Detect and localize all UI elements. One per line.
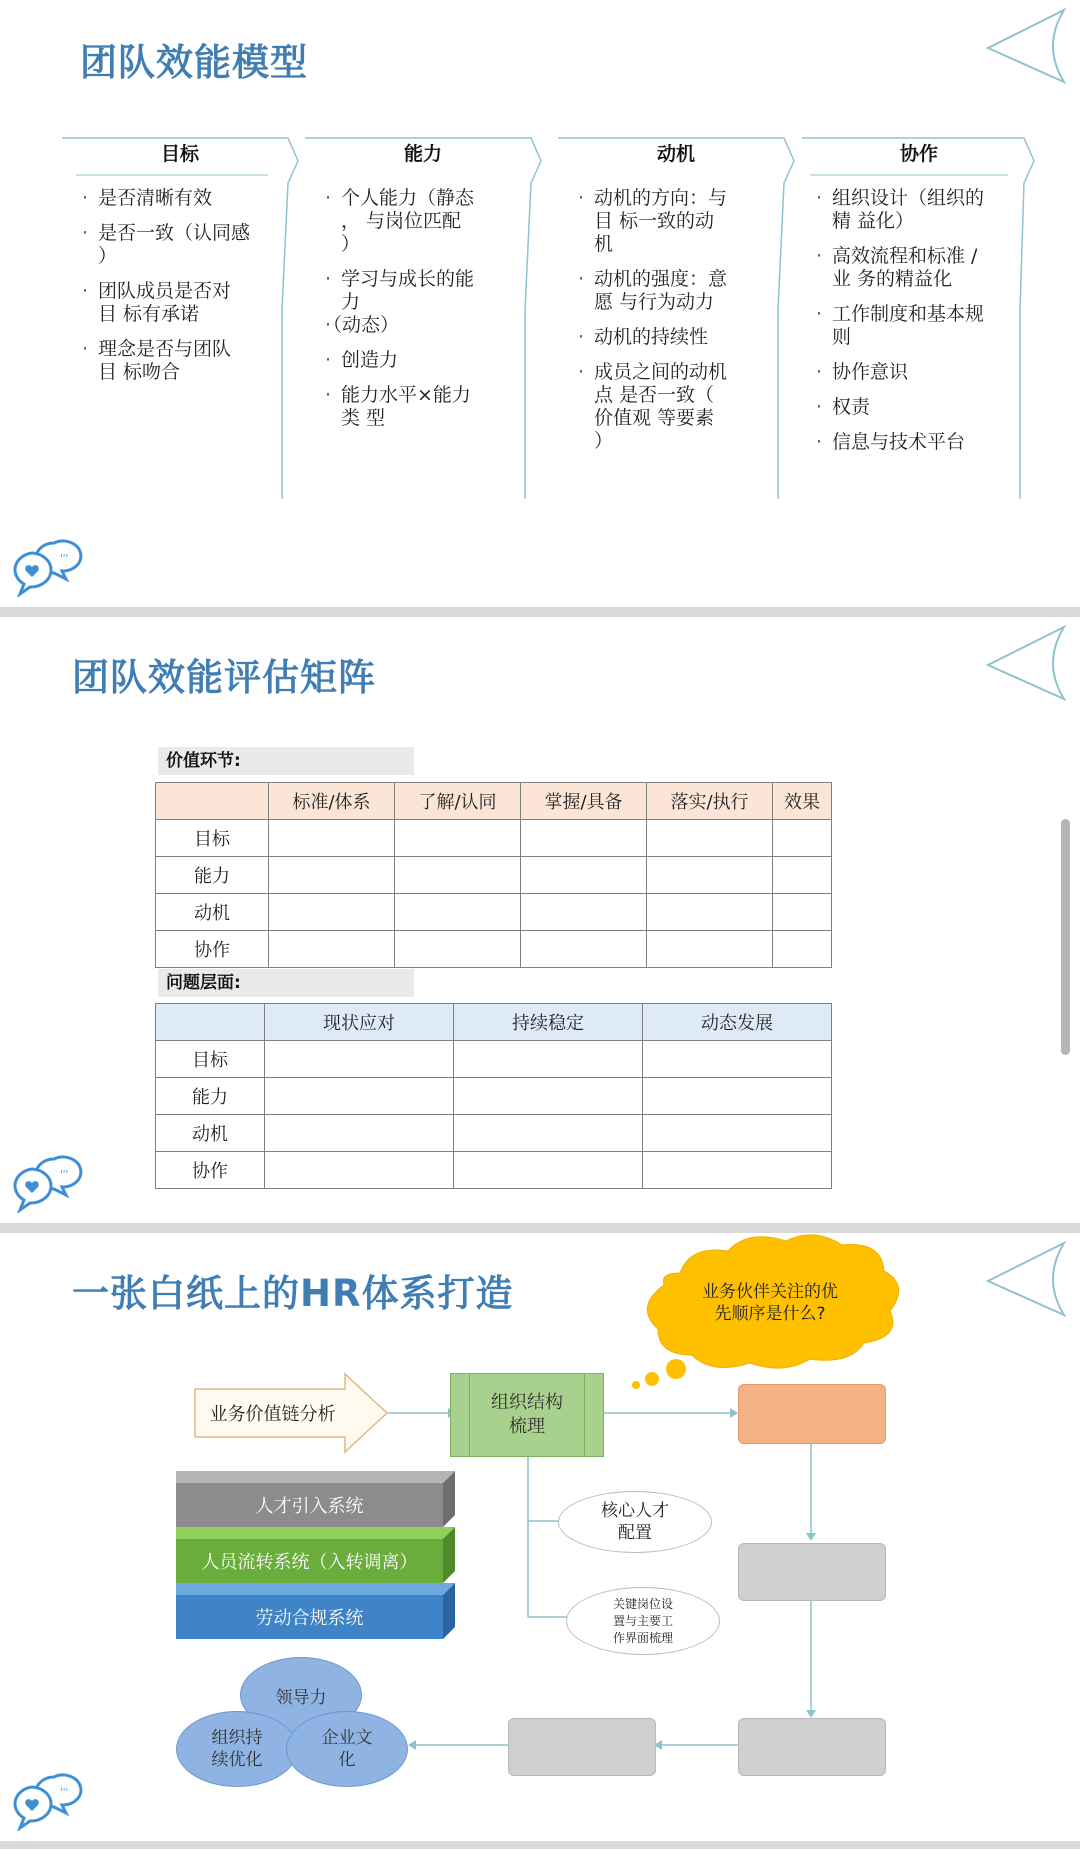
gray-process-box-2[interactable] — [738, 1718, 886, 1776]
core-talent-ellipse: 核心人才 配置 — [558, 1491, 712, 1553]
list-item: · 高效流程和标准 / 业 务的精益化 — [814, 245, 1030, 291]
talent-intake-system: 人才引入系统 — [255, 1496, 364, 1517]
table-cell[interactable] — [269, 931, 395, 968]
table-cell[interactable] — [521, 820, 647, 857]
slide-title: 团队效能评估矩阵 — [72, 656, 376, 699]
list-item: · 权责 — [814, 396, 1030, 419]
table-cell[interactable] — [521, 931, 647, 968]
row-header: 协作 — [156, 1152, 265, 1189]
column-items — [323, 187, 527, 442]
org-optimization-circle: 组织持 续优化 — [176, 1711, 298, 1787]
svg-text:''': ''' — [60, 1169, 69, 1180]
problem-level-table — [155, 1003, 832, 1189]
table-cell[interactable] — [395, 820, 521, 857]
column-header: 动态发展 — [643, 1004, 832, 1041]
value-chain-label: 业务价值链分析 — [209, 1404, 336, 1425]
table-cell[interactable] — [643, 1041, 832, 1078]
table-cell[interactable] — [454, 1152, 643, 1189]
column-header: 效果 — [773, 783, 832, 820]
table-cell[interactable] — [395, 894, 521, 931]
leadership-circle: 领导力 — [240, 1657, 362, 1733]
row-header: 能力 — [156, 857, 269, 894]
table-row — [156, 1041, 832, 1078]
org-structure-label: 组织结构 梳理 — [491, 1392, 563, 1437]
table-cell[interactable] — [773, 931, 832, 968]
slide-title: 一张白纸上的HR体系打造 — [72, 1272, 514, 1315]
svg-text:''': ''' — [60, 1787, 69, 1798]
table-cell[interactable] — [269, 894, 395, 931]
model-column-ability — [305, 135, 541, 500]
table-cell[interactable] — [773, 894, 832, 931]
table-cell[interactable] — [647, 894, 773, 931]
gray-process-box-3[interactable] — [508, 1718, 656, 1776]
table-cell[interactable] — [521, 894, 647, 931]
model-column-goal — [62, 135, 298, 500]
table-corner-cell — [156, 783, 269, 820]
column-heading: 协作 — [899, 143, 938, 165]
orange-process-box[interactable] — [738, 1384, 886, 1444]
table-cell[interactable] — [643, 1152, 832, 1189]
column-items — [814, 187, 1030, 466]
section-label-value-chain: 价值环节: — [158, 747, 414, 775]
slide-title: 团队效能模型 — [80, 41, 308, 84]
labor-compliance-system: 劳动合规系统 — [255, 1608, 364, 1629]
table-row — [156, 857, 832, 894]
list-item: · 创造力 — [323, 349, 527, 372]
column-heading: 动机 — [656, 143, 695, 165]
table-cell[interactable] — [454, 1115, 643, 1152]
table-row — [156, 931, 832, 968]
table-cell[interactable] — [265, 1115, 454, 1152]
staff-flow-system: 人员流转系统（入转调离） — [201, 1552, 418, 1573]
chat-bubbles-logo-icon — [8, 537, 88, 597]
row-header: 能力 — [156, 1078, 265, 1115]
row-header: 目标 — [156, 1041, 265, 1078]
chat-bubbles-logo-icon — [8, 1153, 88, 1213]
chat-bubbles-logo-icon — [8, 1771, 88, 1831]
list-item-plain — [323, 314, 527, 337]
column-header: 掌握/具备 — [521, 783, 647, 820]
table-cell[interactable] — [647, 857, 773, 894]
list-item: · 协作意识 — [814, 361, 1030, 384]
row-header: 协作 — [156, 931, 269, 968]
table-cell[interactable] — [454, 1041, 643, 1078]
table-row — [156, 1115, 832, 1152]
table-cell[interactable] — [269, 820, 395, 857]
table-cell[interactable] — [395, 857, 521, 894]
list-item: · 学习与成长的能 力 — [323, 268, 527, 314]
column-heading: 目标 — [160, 143, 199, 165]
table-cell[interactable] — [773, 857, 832, 894]
column-header: 持续稳定 — [454, 1004, 643, 1041]
scrollbar[interactable] — [1061, 819, 1070, 1055]
priority-question-cloud: 业务伙伴关注的优 先顺序是什么? — [702, 1282, 838, 1324]
svg-text:''': ''' — [60, 553, 69, 564]
column-items — [576, 187, 780, 465]
list-item: · 个人能力（静态 ， 与岗位匹配 ） — [323, 187, 527, 256]
table-cell[interactable] — [643, 1115, 832, 1152]
table-header-row — [156, 783, 832, 820]
table-header-row — [156, 1004, 832, 1041]
value-chain-table — [155, 782, 832, 968]
list-item: · 团队成员是否对 目 标有承诺 — [80, 280, 284, 326]
list-item: · 动机的持续性 — [576, 326, 780, 349]
table-cell[interactable] — [265, 1041, 454, 1078]
column-items — [80, 187, 284, 396]
gray-process-box-1[interactable] — [738, 1543, 886, 1601]
table-row — [156, 1152, 832, 1189]
slide-effectiveness-matrix — [0, 617, 1080, 1223]
list-item: · 理念是否与团队 目 标吻合 — [80, 338, 284, 384]
list-item: · 信息与技术平台 — [814, 431, 1030, 454]
list-item: · 组织设计（组织的 精 益化） — [814, 187, 1030, 233]
list-item: · 能力水平×能力 类 型 — [323, 384, 527, 430]
table-cell[interactable] — [521, 857, 647, 894]
corner-triangle-icon — [982, 623, 1072, 703]
row-header: 目标 — [156, 820, 269, 857]
table-cell[interactable] — [643, 1078, 832, 1115]
table-cell[interactable] — [647, 931, 773, 968]
table-row — [156, 820, 832, 857]
model-column-collaboration — [802, 135, 1036, 500]
list-item: · 是否一致（认同感 ） — [80, 222, 284, 268]
table-row — [156, 894, 832, 931]
column-header: 落实/执行 — [647, 783, 773, 820]
table-cell[interactable] — [454, 1078, 643, 1115]
table-cell[interactable] — [269, 857, 395, 894]
table-corner-cell — [156, 1004, 265, 1041]
row-header: 动机 — [156, 1115, 265, 1152]
list-item: · 动机的强度：意 愿 与行为动力 — [576, 268, 780, 314]
column-header: 现状应对 — [265, 1004, 454, 1041]
column-header: 标准/体系 — [269, 783, 395, 820]
ability-dynamic-note: （动态） — [323, 314, 400, 336]
list-item: · 动机的方向：与 目 标一致的动 机 — [576, 187, 780, 256]
table-row — [156, 1078, 832, 1115]
list-item: · 是否清晰有效 — [80, 187, 284, 210]
table-cell[interactable] — [265, 1152, 454, 1189]
column-heading: 能力 — [403, 143, 442, 165]
list-item: · 成员之间的动机 点 是否一致（ 价值观 等要素 ） — [576, 361, 780, 453]
slide-team-effectiveness-model — [0, 0, 1080, 607]
key-positions-ellipse: 关键岗位设 置与主要工 作界面梳理 — [566, 1587, 720, 1655]
section-label-problem-level: 问题层面: — [158, 969, 414, 997]
corporate-culture-circle: 企业文 化 — [286, 1711, 408, 1787]
model-column-motivation — [558, 135, 794, 500]
org-structure-box[interactable] — [450, 1373, 604, 1457]
row-header: 动机 — [156, 894, 269, 931]
column-header: 了解/认同 — [395, 783, 521, 820]
table-cell[interactable] — [647, 820, 773, 857]
table-cell[interactable] — [265, 1078, 454, 1115]
table-cell[interactable] — [395, 931, 521, 968]
list-item: · 工作制度和基本规 则 — [814, 303, 1030, 349]
table-cell[interactable] — [773, 820, 832, 857]
corner-triangle-icon — [982, 6, 1072, 86]
slide-hr-system-building — [0, 1233, 1080, 1841]
